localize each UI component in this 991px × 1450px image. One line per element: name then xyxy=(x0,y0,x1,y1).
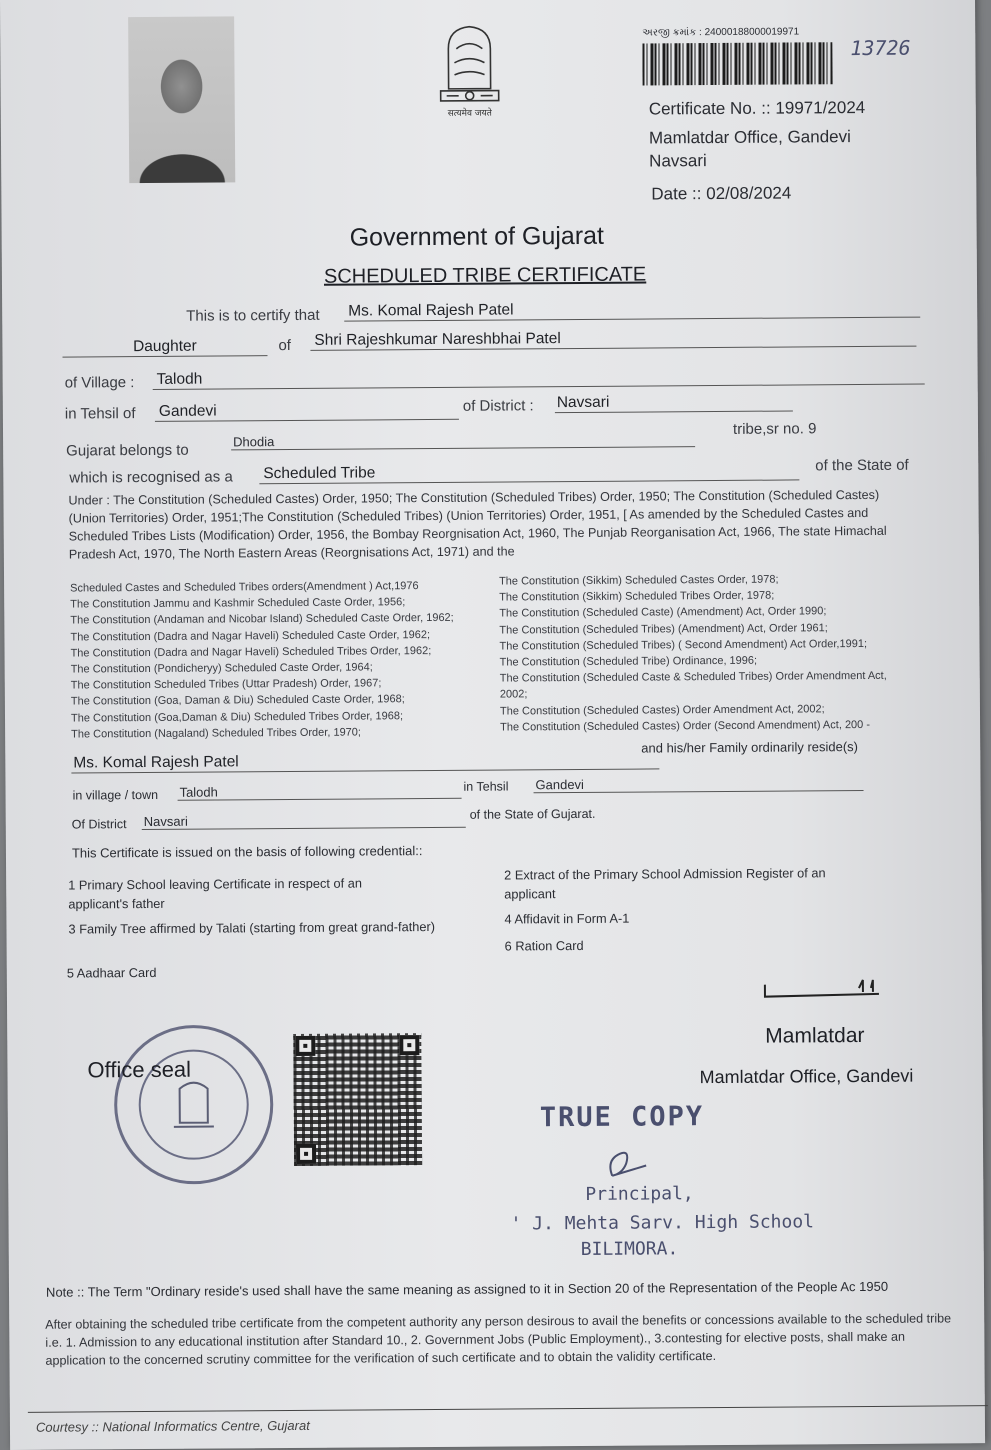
office-seal-icon xyxy=(103,1018,284,1191)
signature-icon xyxy=(759,974,889,1007)
town-label: in village / town xyxy=(72,787,159,803)
belongs-label: Gujarat belongs to xyxy=(66,441,189,460)
true-copy-stamp: TRUE COPY xyxy=(539,1101,705,1134)
applicant-name: Ms. Komal Rajesh Patel xyxy=(344,299,920,322)
orders-right-list xyxy=(499,571,887,736)
certify-label: This is to certify that xyxy=(186,306,320,325)
certificate-date: Date :: 02/08/2024 xyxy=(651,183,792,204)
order-item: The Constitution (Dadra and Nagar Haveli) Scheduled Tribes Order, 1962; xyxy=(70,644,432,660)
resident-town: Talodh xyxy=(177,783,461,801)
order-item: The Constitution (Scheduled Tribes) ( Second Amendment) Act Order,1991; xyxy=(499,637,868,653)
school-name: ' J. Mehta Sarv. High School xyxy=(510,1211,815,1235)
father-name: Shri Rajeshkumar Nareshbhai Patel xyxy=(310,328,916,351)
district: Navsari xyxy=(555,392,793,413)
handwritten-note: 13726 xyxy=(850,35,911,61)
note-line: Note :: The Term "Ordinary reside's used shall have the same meaning as assigned to it in Section 20 of the Representation of the People Ac 1950 xyxy=(45,1278,889,1300)
resident-district-label: Of District xyxy=(71,817,127,832)
order-item: The Constitution (Dadra and Nagar Haveli) Scheduled Caste Order, 1962; xyxy=(70,628,431,644)
category: Scheduled Tribe xyxy=(259,461,799,484)
credentials-heading: This Certificate is issued on the basis of following credential:: xyxy=(71,843,423,861)
order-item: The Constitution (Pondicheryy) Scheduled Caste Order, 1964; xyxy=(70,661,373,676)
issuing-office: Mamlatdar Office, Gandevi xyxy=(648,127,851,148)
government-title: Government of Gujarat xyxy=(349,221,605,252)
tehsil-label: in Tehsil of xyxy=(64,405,136,423)
order-item: The Constitution Jammu and Kashmir Scheduled Caste Order, 1956; xyxy=(70,596,406,611)
barcode-number: અરજી ક્રમાંક : 24000188000019971 xyxy=(642,26,800,39)
principal-label: Principal, xyxy=(585,1183,694,1205)
applicant-photo xyxy=(128,16,235,183)
school-town: BILIMORA. xyxy=(580,1238,679,1260)
of-label: of xyxy=(278,336,291,355)
relation: Daughter xyxy=(62,337,267,357)
resident-district: Navsari xyxy=(142,812,466,830)
order-item: The Constitution (Sikkim) Scheduled Tribes Order, 1978; xyxy=(499,589,775,604)
order-item: The Constitution Scheduled Tribes (Uttar Pradesh) Order, 1967; xyxy=(70,677,382,692)
order-item: The Constitution (Scheduled Tribe) Ordinance, 1996; xyxy=(499,654,758,669)
order-item: The Constitution (Goa, Daman & Diu) Scheduled Caste Order, 1968; xyxy=(70,693,405,708)
credential-item: 1 Primary School leaving Certificate in respect of an applicant's father xyxy=(68,875,363,912)
order-item: The Constitution (Scheduled Caste) (Amendment) Act, Order 1990; xyxy=(499,605,827,620)
recognised-label: which is recognised as a xyxy=(69,468,233,487)
principal-signature-icon xyxy=(602,1145,652,1181)
credential-item: 5 Aadhaar Card xyxy=(66,964,157,981)
order-item: The Constitution (Scheduled Caste & Scheduled Tribes) Order Amendment Act, xyxy=(499,670,887,685)
order-item: Scheduled Castes and Scheduled Tribes orders(Amendment ) Act,1976 xyxy=(70,580,419,595)
issuing-office-district: Navsari xyxy=(649,151,707,171)
order-item: The Constitution (Goa,Daman & Diu) Scheduled Tribes Order, 1968; xyxy=(70,709,404,725)
tehsil: Gandevi xyxy=(155,401,459,422)
district-label: of District : xyxy=(462,397,534,415)
emblem-motto: सत्यमेव जयते xyxy=(447,108,492,119)
order-item: The Constitution (Sikkim) Scheduled Castes Order, 1978; xyxy=(499,573,779,588)
orders-left-list xyxy=(70,578,455,743)
credential-item: 2 Extract of the Primary School Admission Register of an applicant xyxy=(504,865,826,902)
order-item: The Constitution (Andaman and Nicobar Island) Scheduled Caste Order, 1962; xyxy=(70,612,454,627)
national-emblem-icon xyxy=(428,18,511,119)
village: Talodh xyxy=(153,366,925,390)
reside-label: and his/her Family ordinarily reside(s) xyxy=(641,739,859,756)
office-seal-label: Office seal xyxy=(87,1056,192,1083)
resident-tehsil-label: in Tehsil xyxy=(463,779,509,794)
order-item: The Constitution (Scheduled Castes) Order Amendment Act, 2002; xyxy=(499,702,825,718)
state-gujarat: of the State of Gujarat. xyxy=(469,806,596,822)
signatory-office: Mamlatdar Office, Gandevi xyxy=(699,1065,914,1088)
post-certificate-note: After obtaining the scheduled tribe certificate from the competent authority any person desirous to avail the benefits or concessions available to the scheduled tribe i.e. 1. Admission to any educational institution after Standard 10., 2. Government Jobs (Public Employment)., 3.contesting for elective posts, shall make an application to the concerned scrutiny committee for the verification of such certificate and to obtain the validity certificate. xyxy=(45,1311,952,1368)
tribe-serial: tribe,sr no. 9 xyxy=(732,420,817,438)
order-item: The Constitution (Nagaland) Scheduled Tribes Order, 1970; xyxy=(71,726,362,741)
signatory-title: Mamlatdar xyxy=(765,1023,865,1048)
order-item: 2002; xyxy=(499,688,528,701)
village-label: of Village : xyxy=(64,374,135,392)
credential-item: 6 Ration Card xyxy=(504,937,584,954)
credential-item: 3 Family Tree affirmed by Talati (starting from great grand-father) xyxy=(68,918,436,937)
tribe-name: Dhodia xyxy=(231,431,695,450)
certificate-title: SCHEDULED TRIBE CERTIFICATE xyxy=(323,263,647,288)
order-item: The Constitution (Scheduled Tribes) (Amendment) Act, Order 1961; xyxy=(499,621,828,637)
barcode xyxy=(642,42,832,85)
order-item: The Constitution (Scheduled Castes) Order (Second Amendment) Act, 200 - xyxy=(500,718,871,734)
certificate-no: Certificate No. :: 19971/2024 xyxy=(648,97,866,119)
courtesy-footer: Courtesy :: National Informatics Centre, Gujarat xyxy=(35,1417,310,1435)
credential-item: 4 Affidavit in Form A-1 xyxy=(504,910,630,927)
constitution-paragraph: Under : The Constitution (Scheduled Castes) Order, 1950; The Constitution (Scheduled Tribes) Order, 1950; The Constitution (Scheduled Castes) (Union Territories) Order, 1951;The Constitution (Scheduled Tribes) (Union Territories) Order, 1951, [ As amended by the Scheduled Castes and Scheduled Tribes Lists (Modification) Order, 1956, the Bombay Reorgnisation Act, 1960, The Punjab Reorganisation Act, 1966, The state Himachal Pradesh Act, 1970, The North Eastern Areas (Reorgnisations Act, 1971) and the xyxy=(68,487,887,562)
resident-name: Ms. Komal Rajesh Patel xyxy=(71,750,659,773)
resident-tehsil: Gandevi xyxy=(533,775,863,793)
qr-code xyxy=(293,1033,422,1166)
state-of-label: of the State of xyxy=(815,456,909,475)
